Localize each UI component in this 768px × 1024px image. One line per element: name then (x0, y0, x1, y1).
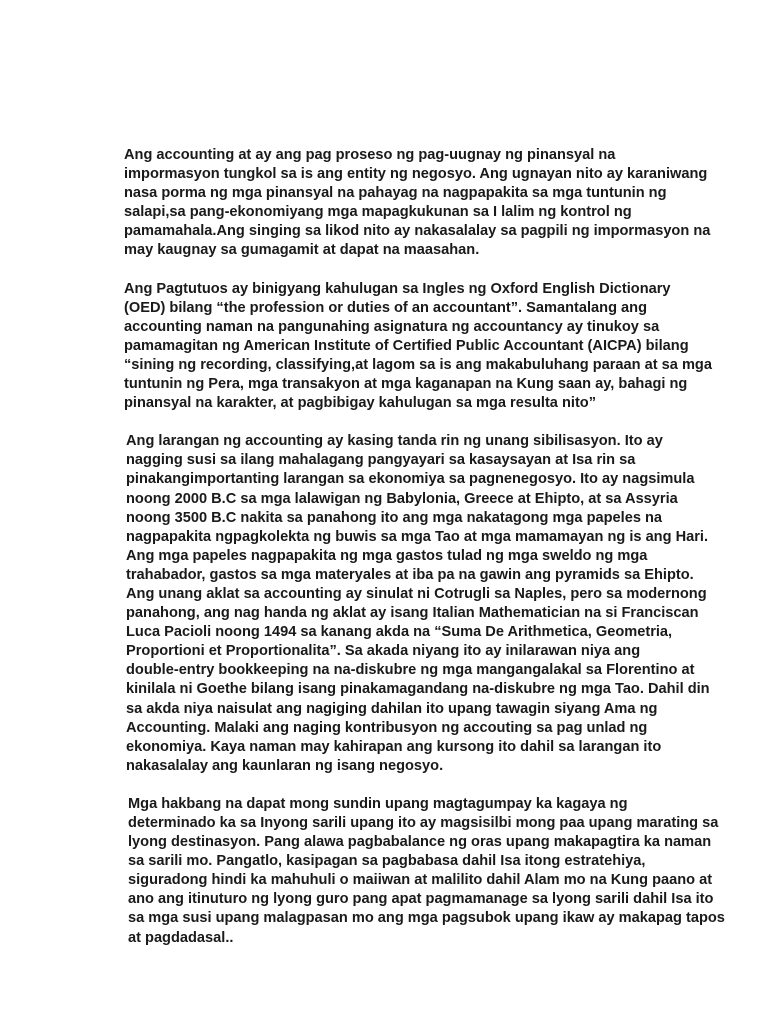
text-line: ekonomiya. Kaya naman may kahirapan ang kursong ito dahil sa larangan ito (126, 738, 662, 755)
paragraph-history (92, 432, 710, 776)
text-line: pamamahala.Ang singing sa likod nito ay nakasalalay sa pagpili ng impormasyon na (124, 223, 711, 240)
text-line: siguradong hindi ka mahuhuli o maiiwan at malilito dahil Alam mo na Kung paano at (128, 872, 713, 889)
text-line: may kaugnay sa gumagamit at dapat na maasahan. (124, 242, 480, 259)
text-line: nagging susi sa ilang mahalagang pangyayari sa kasaysayan at Isa rin sa (126, 452, 636, 469)
text-line: sa akda niya naisulat ang nagiging dahilan ito upang tawagin siyang Ama ng (126, 700, 658, 717)
paragraph-steps (92, 795, 725, 948)
text-line: “sining ng recording, classifying,at lagom sa is ang makabuluhang paraan at sa mga (124, 356, 712, 373)
text-line: nagpapakita ngpagkolekta ng buwis sa mga Tao at mga mamamayan ng is ang Hari. (126, 528, 709, 545)
text-line: pamamagitan ng American Institute of Certified Public Accountant (AICPA) bilang (124, 337, 689, 354)
text-line: panahong, ang nag handa ng aklat ay isang Italian Mathematician na si Franciscan (126, 605, 699, 622)
text-line: Mga hakbang na dapat mong sundin upang magtagumpay ka kagaya ng (128, 795, 628, 812)
text-line: Ang mga papeles nagpapakita ng mga gastos tulad ng mga sweldo ng mga (126, 547, 648, 564)
text-line: sa sarili mo. Pangatlo, kasipagan sa pagbabasa dahil Isa itong estratehiya, (128, 853, 646, 870)
text-line: Ang accounting at ay ang pag proseso ng pag-uugnay ng pinansyal na (124, 147, 616, 163)
text-line: ano ang itinuturo ng lyong guro pang apat pagmamanage sa lyong sarili dahil Isa ito (128, 891, 714, 908)
text-line: Ang larangan ng accounting ay kasing tanda rin ng unang sibilisasyon. Ito ay (126, 433, 663, 450)
text-line: noong 2000 B.C sa mga lalawigan ng Babylonia, Greece at Ehipto, at sa Assyria (126, 490, 678, 507)
paragraph-accounting-definition (92, 146, 711, 261)
text-line: Ang unang aklat sa accounting ay sinulat ni Cotrugli sa Naples, pero sa modernong (126, 585, 707, 602)
text-line: trahabador, gastos sa mga materyales at iba pa na gawin ang pyramids sa Ehipto. (126, 566, 694, 583)
text-line: tuntunin ng Pera, mga transakyon at mga kaganapan na Kung saan ay, bahagi ng (124, 376, 688, 393)
paragraph-pagtutuos (92, 280, 712, 414)
text-line: pinansyal na karakter, at pagbibigay kahulugan sa mga resulta nito” (124, 395, 597, 412)
text-line: sa mga susi upang malagpasan mo ang mga pagsubok upang ikaw ay makapag tapos (128, 910, 725, 927)
text-line: at pagdadasal.. (128, 929, 234, 946)
text-line: Luca Pacioli noong 1494 sa kanang akda na “Suma De Arithmetica, Geometria, (126, 624, 673, 641)
text-line: lyong destinasyon. Pang alawa pagbabalance ng oras upang makapagtira ka naman (128, 834, 712, 851)
text-line: nasa porma ng mga pinansyal na pahayag na nagpapakita sa mga tuntunin ng (124, 185, 667, 202)
text-line: double-entry bookkeeping na na-diskubre ng mga mangangalakal sa Florentino at (126, 662, 695, 679)
text-line: impormasyon tungkol sa is ang entity ng negosyo. Ang ugnayan nito ay karaniwang (124, 166, 708, 183)
text-line: nakasalalay ang kaunlaran ng isang negosyo. (126, 757, 444, 774)
text-line: Proportioni et Proportionalita”. Sa akada niyang ito ay inilarawan niya ang (126, 643, 641, 660)
text-line: Ang Pagtutuos ay binigyang kahulugan sa Ingles ng Oxford English Dictionary (124, 280, 671, 297)
text-line: (OED) bilang “the profession or duties of an accountant”. Samantalang ang (124, 299, 647, 316)
text-line: Accounting. Malaki ang naging kontribusyon ng accouting sa pag unlad ng (126, 719, 648, 736)
document-page (92, 146, 725, 967)
text-line: accounting naman na pangunahing asignatura ng accountancy ay tinukoy sa (124, 318, 660, 335)
text-line: pinakangimportanting larangan sa ekonomiya sa pagnenegosyo. Ito ay nagsimula (126, 471, 695, 488)
text-line: kinilala ni Goethe bilang isang pinakamagandang na-diskubre ng mga Tao. Dahil din (126, 681, 710, 698)
text-line: noong 3500 B.C nakita sa panahong ito ang mga nakatagong mga papeles na (126, 509, 663, 526)
text-line: determinado ka sa Inyong sarili upang ito ay magsisilbi mong paa upang marating sa (128, 815, 719, 831)
text-line: salapi,sa pang-ekonomiyang mga mapagkukunan sa I lalim ng kontrol ng (124, 204, 632, 221)
